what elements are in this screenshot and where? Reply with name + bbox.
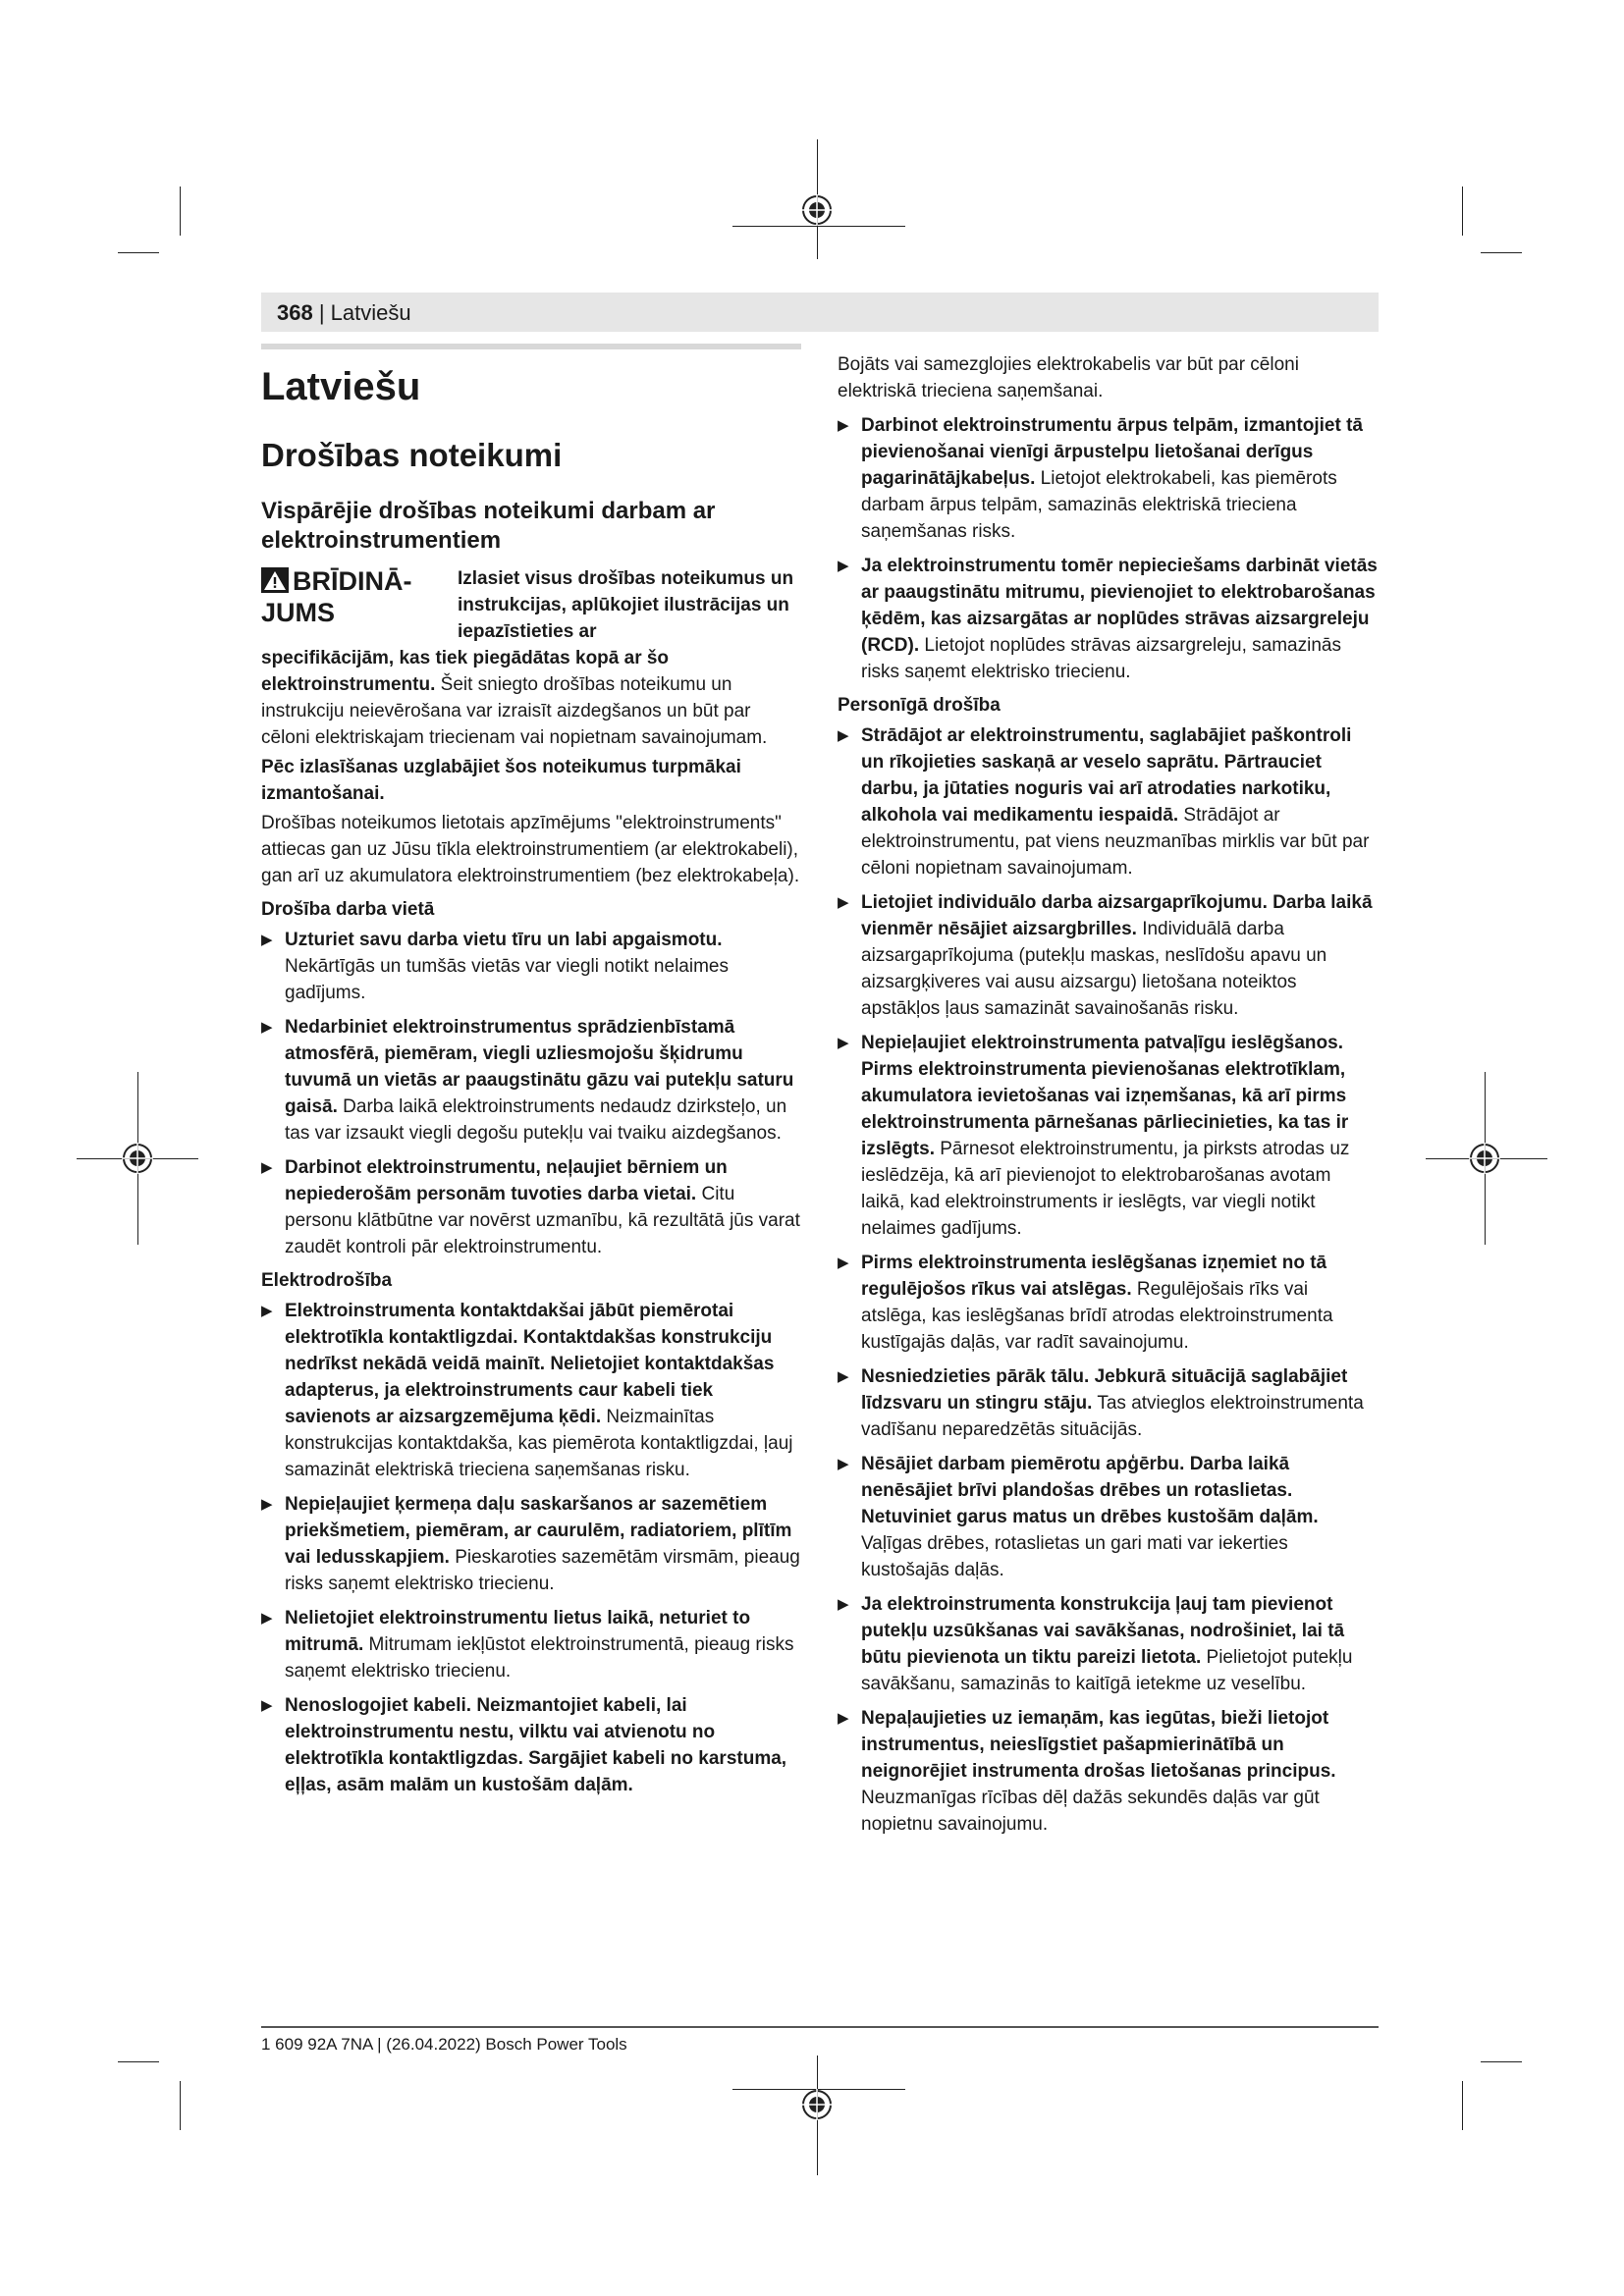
triangle-bullet-icon: ▶ [838,894,849,911]
list-item-text: Nekārtīgās un tumšās vietās var viegli notikt nelaimes gadījums. [285,956,729,1003]
triangle-bullet-icon: ▶ [838,727,849,744]
warning-bold-tail: specifikācijām, kas tiek piegādātas kopā ar šo elektroinstrumentu. [261,648,670,695]
triangle-bullet-icon: ▶ [261,932,273,948]
list-item [838,1451,1378,1583]
list-item-bold: Nenoslogojiet kabeli. Neizmantojiet kabeli, lai elektroinstrumentu nestu, vilktu vai atvienotu no elektrotīkla kontaktligzdas. Sargājiet kabeli no karstuma, eļļas, asām malām un kustošām daļām. [285,1695,787,1795]
definition-text: Drošības noteikumos lietotais apzīmējums "elektroinstruments" attiecas gan uz Jūsu tīkla elektroinstrumentiem (ar elektrokabeli), gan arī uz akumulatora elektroinstrumentiem (bez elektrokabeļa). [261,813,800,886]
registration-mark-icon [801,194,833,226]
list-item-bold: Lietojiet individuālo darba aizsargaprīkojumu. Darba laikā vienmēr nēsājiet aizsargbrilles. [861,892,1373,939]
list-item [261,1154,801,1260]
list-item [261,1014,801,1147]
page-header-bar [261,293,1379,332]
list-item-text: Pieskaroties sazemētām virsmām, pieaug risks saņemt elektrisko triecienu. [285,1547,800,1594]
registration-mark-icon [1469,1143,1500,1174]
list-item-text: Individuālā darba aizsargaprīkojuma (putekļu maskas, neslīdošu apavu un aizsargķiveres vai ausu aizsargu) lietošana noteiktos apstākļos ļaus samazināt savainošanās risku. [861,919,1327,1019]
warning-normal: Šeit sniegto drošības noteikumu un instrukciju neievērošana var izraisīt aizdegšanos un būt par cēloni elektriskajam triecienam vai nopietnam savainojumam. [261,674,768,748]
list-item [261,1298,801,1483]
list-item-text: Tas atvieglos elektroinstrumenta vadīšanu neparedzētās situācijās. [861,1393,1364,1440]
list-item-bold: Darbinot elektroinstrumentu ārpus telpām, izmantojiet tā pievienošanai vienīgi ārpustelpu lietošanai derīgus pagarinātājkabeļus. [861,415,1363,489]
list-item-bold: Strādājot ar elektroinstrumentu, saglabājiet paškontroli un rīkojieties saskaņā ar veselo saprātu. Pārtrauciet darbu, ja jūtaties noguris vai arī atrodaties narkotiku, alkohola vai medikamentu iespaidā. [861,725,1352,826]
list-item-text: Mitrumam iekļūstot elektroinstrumentā, pieaug risks saņemt elektrisko triecienu. [285,1634,794,1682]
continuation-text: Bojāts vai samezglojies elektrokabelis var būt par cēloni elektriskā trieciena saņemšanai. [838,354,1299,401]
list-item [261,927,801,1006]
electrical-heading: Elektrodrošība [261,1270,393,1291]
list-item [838,1030,1378,1242]
list-item-text: Strādājot ar elektroinstrumentu, pat viens neuzmanības mirklis var būt par cēloni nopietnam savainojumam. [861,805,1370,879]
list-item-text: Pārnesot elektroinstrumentu, ja pirksts atrodas uz ieslēdzēja, kā arī pievienojot to elektrobarošanas avotam laikā, kad elektroinstruments ir ieslēgts, var viegli notikt nelaimes gadījums. [861,1139,1350,1239]
triangle-bullet-icon: ▶ [838,417,849,434]
keep-instructions: Pēc izlasīšanas uzglabājiet šos noteikumus turpmākai izmantošanai. [261,757,741,804]
list-item [838,1363,1378,1443]
left-column [261,344,801,1806]
page-number: 368 [277,300,313,325]
list-item [838,553,1378,685]
list-item-text: Lietojot noplūdes strāvas aizsargreleju, samazinās risks saņemt elektrisko triecienu. [861,635,1341,682]
triangle-bullet-icon: ▶ [261,1019,273,1036]
triangle-bullet-icon: ▶ [261,1303,273,1319]
list-item-bold: Nedarbiniet elektroinstrumentus sprādzienbīstamā atmosfērā, piemēram, viegli uzliesmojošu šķidrumu tuvumā un vietās ar paaugstinātu gāzu vai putekļu saturu gaisā. [285,1017,794,1117]
list-item-bold: Nēsājiet darbam piemērotu apģērbu. Darba laikā nenēsājiet brīvi plandošas drēbes un rotaslietas. Netuviniet garus matus un drēbes kustošām daļām. [861,1454,1319,1527]
list-item-bold: Nepaļaujieties uz iemaņām, kas iegūtas, bieži lietojot instrumentus, neieslīgstiet pašapmierinātībā un neignorējiet instrumenta drošas lietošanas principus. [861,1708,1336,1782]
list-item-text: Darba laikā elektroinstruments nedaudz dzirksteļo, un tas var izsaukt viegli degošu putekļu vai tvaiku aizdegšanos. [285,1096,787,1144]
list-item [838,1250,1378,1356]
warning-block [261,565,801,645]
list-item-text: Neuzmanīgas rīcības dēļ dažās sekundēs daļās var gūt nopietnu savainojumu. [861,1788,1320,1835]
list-item [261,1605,801,1684]
list-item-text: Neizmainītas konstrukcijas kontaktdakša, kas piemērota kontaktligzdai, ļauj samazināt elektriskā trieciena saņemšanas risku. [285,1407,793,1480]
warning-continuation [261,645,801,751]
section-title: Drošības noteikumi [261,437,563,473]
warning-label-line1: BRĪDINĀ- [293,566,412,596]
list-item-bold: Ja elektroinstrumenta konstrukcija ļauj tam pievienot putekļu uzsūkšanas vai savākšanas, nodrošiniet, lai tā būtu pievienota un tiktu pareizi lietota. [861,1594,1345,1668]
list-item [838,1705,1378,1838]
triangle-bullet-icon: ▶ [838,1710,849,1727]
warning-bold-head: Izlasiet visus drošības noteikumus un instrukcijas, aplūkojiet ilustrācijas un iepazīstieties ar [458,568,794,642]
work-area-heading: Drošība darba vietā [261,899,435,920]
list-item-bold: Nepieļaujiet ķermeņa daļu saskaršanos ar sazemētiem priekšmetiem, piemēram, ar caurulēm, radiatoriem, plītīm vai ledusskapjiem. [285,1494,792,1568]
triangle-bullet-icon: ▶ [838,1368,849,1385]
list-item-text: Lietojot elektrokabeli, kas piemērots darbam ārpus telpām, samazinās elektriskā trieciena saņemšanas risks. [861,468,1337,542]
list-item-bold: Pirms elektroinstrumenta ieslēgšanas izņemiet no tā regulējošos rīkus vai atslēgas. [861,1253,1327,1300]
page-header [277,300,411,326]
list-item [261,1692,801,1798]
column-top-rule [261,344,801,349]
list-item-bold: Uzturiet savu darba vietu tīru un labi apgaismotu. [285,930,723,950]
personal-safety-heading: Personīgā drošība [838,695,1001,716]
list-item-text: Pielietojot putekļu savākšanu, samazinās to kaitīgā ietekme uz veselību. [861,1647,1353,1694]
triangle-bullet-icon: ▶ [261,1496,273,1513]
list-item-bold: Elektroinstrumenta kontaktdakšai jābūt piemērotai elektrotīkla kontaktligzdai. Kontaktdakšas konstrukciju nedrīkst nekādā veidā mainīt. Nelietojiet kontaktdakšas adapterus, ja elektroinstruments caur kabeli tiek savienots ar aizsargzemējuma ķēdi. [285,1301,775,1427]
list-item-text: Regulējošais rīks vai atslēga, kas ieslēgšanas brīdī atrodas elektroinstrumenta kustīgajās daļās, var radīt savainojumu. [861,1279,1333,1353]
footer-rule [261,2026,1379,2028]
list-item-bold: Nesniedzieties pārāk tālu. Jebkurā situācijā saglabājiet līdzsvaru un stingru stāju. [861,1366,1348,1414]
list-item-text: Vaļīgas drēbes, rotaslietas un gari mati var iekerties kustošajās daļās. [861,1533,1288,1580]
triangle-bullet-icon: ▶ [838,1255,849,1271]
header-language: Latviešu [330,300,411,325]
warning-triangle-icon [261,567,289,593]
warning-label-line2: JUMS [261,598,336,627]
triangle-bullet-icon: ▶ [261,1159,273,1176]
subsection-title: Vispārējie drošības noteikumi darbam ar elektroinstrumentiem [261,498,716,554]
list-item [838,1591,1378,1697]
triangle-bullet-icon: ▶ [838,1596,849,1613]
list-item [838,889,1378,1022]
list-item [838,412,1378,545]
triangle-bullet-icon: ▶ [838,558,849,574]
list-item-text: Citu personu klātbūtne var novērst uzmanību, kā rezultātā jūs varat zaudēt kontroli pār elektroinstrumentu. [285,1184,800,1257]
right-column [838,351,1378,1845]
triangle-bullet-icon: ▶ [838,1456,849,1472]
page-footer: 1 609 92A 7NA | (26.04.2022) Bosch Power Tools [261,2035,627,2054]
page-title: Latviešu [261,365,421,408]
list-item [261,1491,801,1597]
list-item-bold: Nepieļaujiet elektroinstrumenta patvaļīgu ieslēgšanos. Pirms elektroinstrumenta pievienošanas elektrotīklam, akumulatora ievietošanas vai izņemšanas, kā arī pirms elektroinstrumenta pārnešanas pārliecinieties, ka tas ir izslēgts. [861,1033,1349,1159]
registration-mark-icon [801,2089,833,2120]
header-separator: | [312,300,331,325]
triangle-bullet-icon: ▶ [261,1697,273,1714]
triangle-bullet-icon: ▶ [838,1035,849,1051]
triangle-bullet-icon: ▶ [261,1610,273,1627]
list-item-bold: Nelietojiet elektroinstrumentu lietus laikā, neturiet to mitrumā. [285,1608,751,1655]
registration-mark-icon [122,1143,153,1174]
list-item-bold: Darbinot elektroinstrumentu, neļaujiet bērniem un nepiederošām personām tuvoties darba vietai. [285,1157,728,1204]
list-item [838,722,1378,881]
warning-label [261,565,458,628]
list-item-bold: Ja elektroinstrumentu tomēr nepieciešams darbināt vietās ar paaugstinātu mitrumu, pievienojiet to elektrobarošanas ķēdēm, kas aizsargātas ar noplūdes strāvas aizsargreleju (RCD). [861,556,1378,656]
